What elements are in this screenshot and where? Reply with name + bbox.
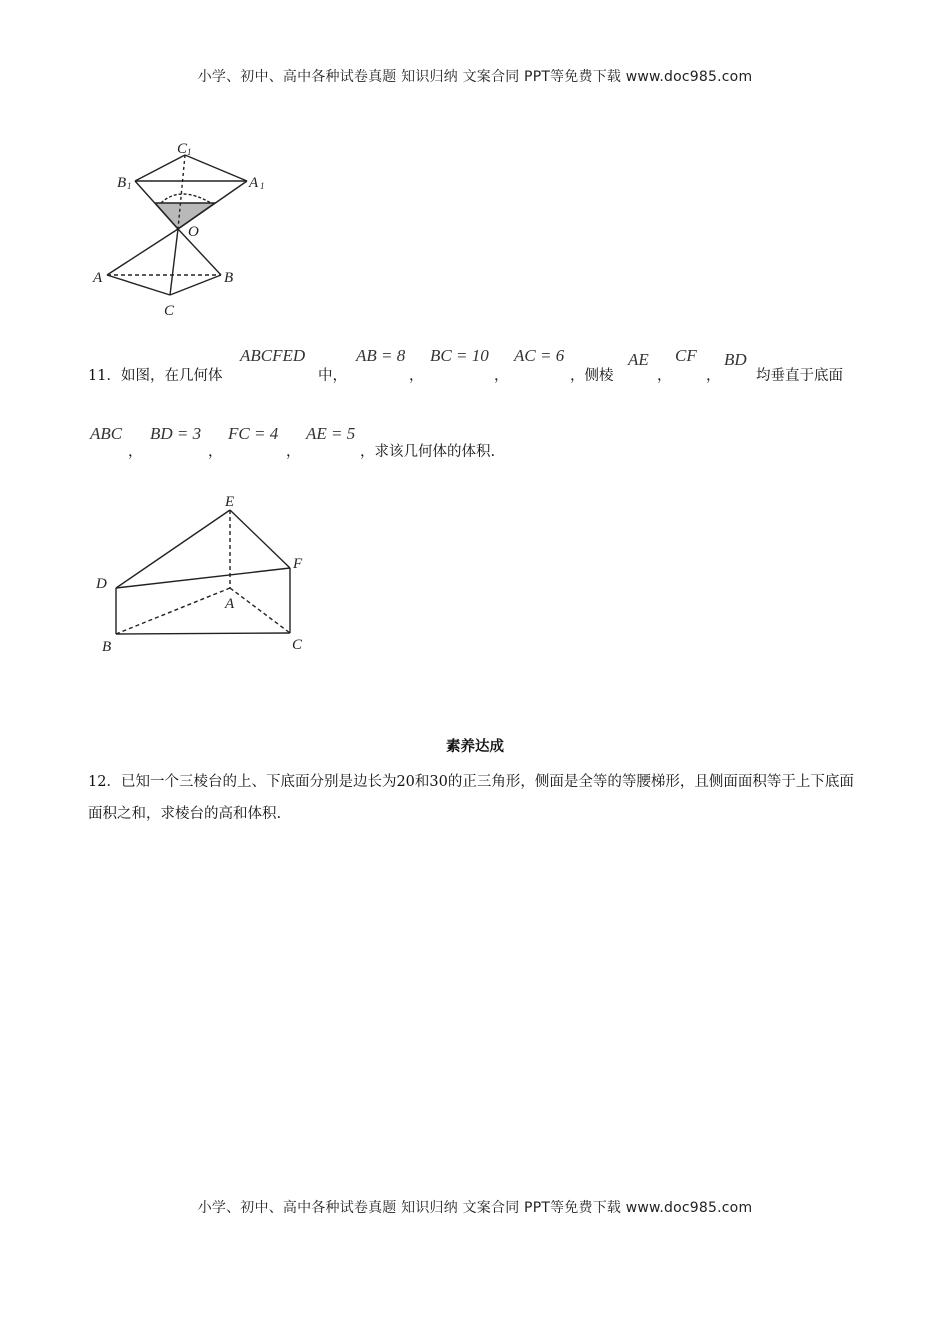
label-c1: C [177,141,188,157]
q11-comma-4: ， [706,368,721,384]
q11-ae5: AE = 5 [306,424,356,443]
edge-b-c [116,633,290,634]
edge-c1-a1 [185,155,247,181]
q11-cf: CF [675,346,697,365]
label-b1: B [117,175,127,191]
edge-d-f [116,568,290,588]
shaded-triangle [155,203,215,229]
q11-bc: BC = 10 [430,346,489,365]
q11-ae: AE [628,350,649,369]
label-a1: A [249,175,259,191]
figure-solid [88,488,328,658]
edge-e-f [230,510,290,568]
figure2-lines [116,510,290,634]
q11-fc4: FC = 4 [228,424,279,443]
edge-o-a [107,229,178,275]
label-b: B [224,270,234,286]
q11-bd: BD [724,350,747,369]
label-a: A [93,270,103,286]
q11-comma-1: ， [409,368,424,384]
label-f: F [293,556,303,572]
q11-cemian: ，侧棱 [570,368,614,384]
label-b1-sub: 1 [127,181,132,191]
q11-comma-6: ， [208,444,223,460]
q11-comma-3: ， [657,368,672,384]
q11-comma-7: ， [286,444,301,460]
q11-comma-5: ， [128,444,143,460]
edge-c-b [170,275,221,295]
page-header: 小学、初中、高中各种试卷真题 知识归纳 文案合同 PPT等免费下载 www.doc985.com [197,69,753,85]
q11-solid: ABCFED [240,346,306,365]
q11-perp: 均垂直于底面 [756,368,843,384]
q12-text: 12．已知一个三棱台的上、下底面分别是边长为20和30的正三角形，侧面是全等的等腰梯形，且侧面面积等于上下底面面积之和，求棱台的高和体积. [88,774,854,822]
q11-abc: ABC [90,424,123,443]
edge-b-a [116,588,230,634]
q11-ask: ，求该几何体的体积. [360,444,496,460]
edge-b1-c1 [135,155,185,181]
label-c: C [292,637,303,653]
label-c: C [164,303,175,319]
label-c1-sub: 1 [187,147,192,157]
edge-a-c [107,275,170,295]
label-e: E [225,494,235,510]
q11-ab: AB = 8 [356,346,406,365]
q11-comma-2: ， [494,368,509,384]
label-a1-sub: 1 [260,181,265,191]
q11-bd3: BD = 3 [150,424,202,443]
section-title: 素养达成 [446,739,504,755]
edge-o-b [178,229,221,275]
edge-o-c [170,229,178,295]
figure-pyramids [85,135,285,325]
q11-ac: AC = 6 [514,346,565,365]
dashed-arc [161,194,211,203]
label-d: D [96,576,107,592]
label-a: A [225,596,235,612]
edge-a-c [230,588,290,633]
label-o: O [188,224,199,240]
page-footer: 小学、初中、高中各种试卷真题 知识归纳 文案合同 PPT等免费下载 www.doc985.com [197,1200,753,1216]
q11-number: 11．如图，在几何体 [88,368,223,384]
label-b: B [102,639,112,655]
q11-zhong: 中， [318,368,347,384]
